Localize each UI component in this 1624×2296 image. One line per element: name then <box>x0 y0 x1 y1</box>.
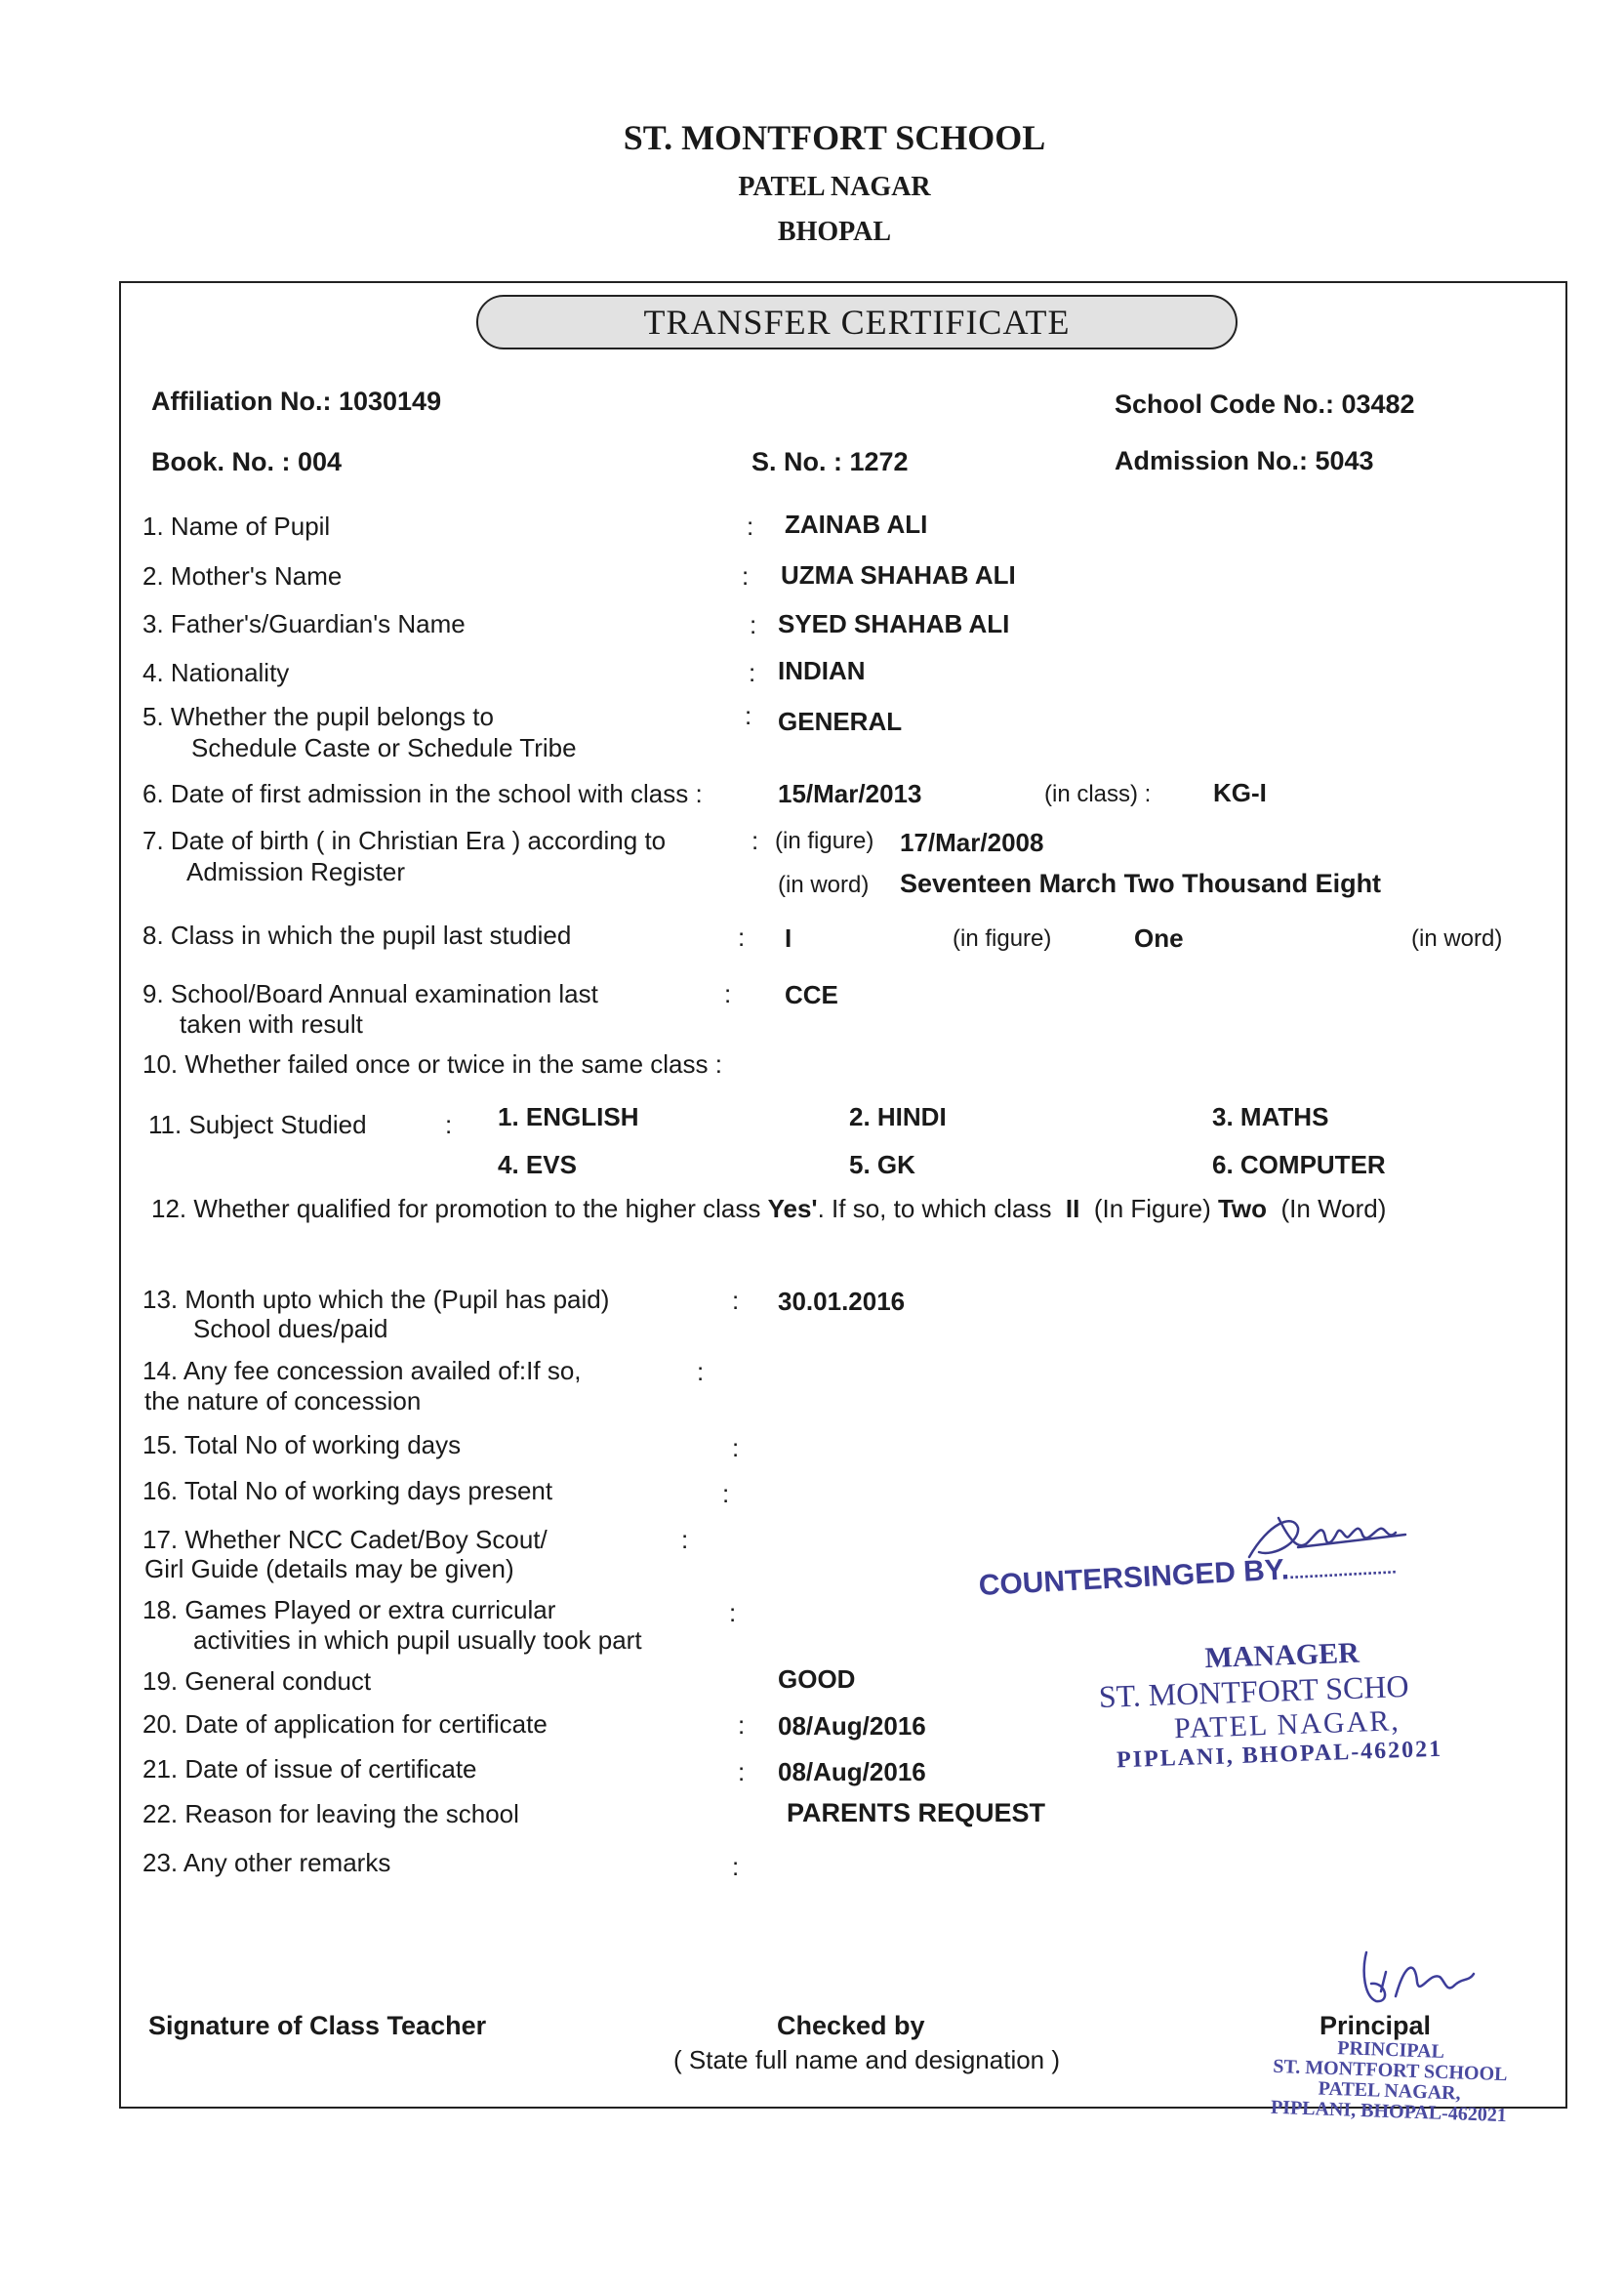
pupil-name: ZAINAB ALI <box>785 510 928 539</box>
manager-school: ST. MONTFORT SCHO <box>1098 1667 1410 1714</box>
school-address-line-2: BHOPAL <box>777 217 892 247</box>
field-15-label: 15. Total No of working days <box>142 1430 462 1459</box>
manager-signature <box>1239 1503 1415 1572</box>
field-colon: : <box>732 1286 740 1315</box>
affiliation-number: Affiliation No.: 1030149 <box>151 387 442 416</box>
field-5-label: 5. Whether the pupil belongs to <box>142 702 494 731</box>
field-20-label: 20. Date of application for certificate <box>142 1709 548 1739</box>
field-colon: : <box>745 701 752 730</box>
general-conduct-value: GOOD <box>778 1664 856 1694</box>
field-colon: : <box>722 1479 730 1508</box>
certificate-title: TRANSFER CERTIFICATE <box>476 295 1238 349</box>
field-colon: : <box>749 658 756 687</box>
checked-by-label: Checked by <box>777 2011 925 2040</box>
field-13-label-cont: School dues/paid <box>193 1314 388 1343</box>
field-colon: : <box>729 1598 737 1627</box>
class-teacher-signature-label: Signature of Class Teacher <box>148 2011 487 2040</box>
in-word-label: (in word) <box>778 872 870 898</box>
manager-stamp <box>1097 1631 1511 1775</box>
subject-3: 3. MATHS <box>1212 1102 1329 1131</box>
field-colon: : <box>738 922 746 952</box>
principal-signature <box>1347 1943 1493 2021</box>
principal-signature-label: Principal <box>1320 2011 1432 2040</box>
field-colon: : <box>751 826 759 855</box>
principal-stamp-line-3: PATEL NAGAR, <box>1318 2077 1461 2105</box>
field-5-label-cont: Schedule Caste or Schedule Tribe <box>191 733 577 762</box>
field-18-label-cont: activities in which pupil usually took part <box>193 1625 642 1655</box>
promotion-class-figure: II <box>1065 1194 1080 1223</box>
field-7-label: 7. Date of birth ( in Christian Era ) according to <box>142 826 667 855</box>
field-colon: : <box>747 512 754 541</box>
school-code-number: School Code No.: 03482 <box>1115 390 1415 419</box>
field-17-label-cont: Girl Guide (details may be given) <box>144 1554 514 1583</box>
subject-4: 4. EVS <box>498 1150 577 1179</box>
countersigned-text: COUNTERSINGED BY. <box>978 1553 1290 1602</box>
in-class-label: (in class) : <box>1044 781 1152 807</box>
dues-paid-upto: 30.01.2016 <box>778 1287 906 1316</box>
field-8-label: 8. Class in which the pupil last studied <box>142 921 572 950</box>
admission-class: KG-I <box>1213 778 1267 807</box>
field-3-label: 3. Father's/Guardian's Name <box>142 609 466 638</box>
subject-5: 5. GK <box>849 1150 915 1179</box>
principal-stamp-line-4: PIPLANI, BHOPAL-462021 <box>1270 2096 1508 2127</box>
exam-result: CCE <box>785 980 838 1009</box>
in-figure-label: (in figure) <box>953 925 1052 952</box>
manager-city: PIPLANI, BHOPAL-462021 <box>1116 1736 1443 1774</box>
field-colon: : <box>445 1110 453 1139</box>
checked-by-note: ( State full name and designation ) <box>673 2045 1061 2074</box>
field-21-label: 21. Date of issue of certificate <box>142 1754 477 1784</box>
field-colon: : <box>732 1433 740 1462</box>
serial-number: S. No. : 1272 <box>751 447 909 476</box>
last-class-word: One <box>1134 923 1184 953</box>
field-10-label: 10. Whether failed once or twice in the same class : <box>142 1049 722 1079</box>
field-22-label: 22. Reason for leaving the school <box>142 1799 519 1828</box>
field-colon: : <box>742 561 750 591</box>
field-7-label-cont: Admission Register <box>186 857 405 886</box>
field-colon: : <box>738 1710 746 1740</box>
school-name: ST. MONTFORT SCHOOL <box>623 118 1046 157</box>
field-14-label: 14. Any fee concession availed of:If so, <box>142 1356 582 1385</box>
field-9-label-cont: taken with result <box>180 1009 363 1039</box>
mother-name: UZMA SHAHAB ALI <box>781 560 1016 590</box>
field-17-label: 17. Whether NCC Cadet/Boy Scout/ <box>142 1525 548 1554</box>
field-1-label: 1. Name of Pupil <box>142 512 331 541</box>
issue-date: 08/Aug/2016 <box>778 1757 926 1786</box>
in-figure-label: (in figure) <box>775 828 874 854</box>
field-13-label: 13. Month upto which the (Pupil has paid) <box>142 1285 610 1314</box>
manager-area: PATEL NAGAR, <box>1173 1704 1401 1745</box>
subject-2: 2. HINDI <box>849 1102 947 1131</box>
book-number: Book. No. : 004 <box>151 447 343 476</box>
field-23-label: 23. Any other remarks <box>142 1848 391 1877</box>
dob-figure: 17/Mar/2008 <box>900 828 1044 857</box>
field-19-label: 19. General conduct <box>142 1666 372 1696</box>
field-colon: : <box>681 1525 689 1554</box>
nationality-value: INDIAN <box>778 656 866 685</box>
field-14-label-cont: the nature of concession <box>144 1386 422 1415</box>
admission-number: Admission No.: 5043 <box>1115 446 1374 475</box>
in-figure-label: (In Figure) <box>1093 1194 1211 1223</box>
category-value: GENERAL <box>778 707 903 736</box>
field-colon: : <box>732 1852 740 1881</box>
principal-stamp-line-1: PRINCIPAL <box>1336 2037 1445 2063</box>
subject-1: 1. ENGLISH <box>498 1102 639 1131</box>
field-6-label: 6. Date of first admission in the school with class : <box>142 779 703 808</box>
father-name: SYED SHAHAB ALI <box>778 609 1010 638</box>
principal-stamp-line-2: ST. MONTFORT SCHOOL <box>1272 2055 1508 2086</box>
promotion-class-word: Two <box>1217 1194 1268 1223</box>
field-2-label: 2. Mother's Name <box>142 561 343 591</box>
in-word-label: (In Word) <box>1280 1194 1387 1223</box>
field-11-label: 11. Subject Studied <box>148 1110 367 1139</box>
field-4-label: 4. Nationality <box>142 658 290 687</box>
promotion-answer: Yes' <box>767 1194 818 1223</box>
field-18-label: 18. Games Played or extra curricular <box>142 1595 556 1624</box>
field-colon: : <box>738 1757 746 1786</box>
field-9-label: 9. School/Board Annual examination last <box>142 979 598 1008</box>
first-admission-date: 15/Mar/2013 <box>778 779 922 808</box>
principal-stamp <box>1233 2034 1548 2127</box>
subject-6: 6. COMPUTER <box>1212 1150 1386 1179</box>
field-12-label: 12. Whether qualified for promotion to the higher class <box>151 1194 761 1223</box>
field-colon: : <box>750 610 757 639</box>
last-class-figure: I <box>785 923 792 953</box>
manager-title: MANAGER <box>1203 1636 1360 1675</box>
school-address-line-1: PATEL NAGAR <box>738 172 931 202</box>
field-colon: : <box>724 979 732 1008</box>
field-16-label: 16. Total No of working days present <box>142 1476 553 1505</box>
dob-word: Seventeen March Two Thousand Eight <box>900 869 1382 898</box>
countersigned-dots: ...................... <box>1288 1557 1398 1583</box>
field-colon: : <box>697 1357 705 1386</box>
application-date: 08/Aug/2016 <box>778 1711 926 1741</box>
field-12-text <box>151 1194 1386 1224</box>
leaving-reason: PARENTS REQUEST <box>787 1798 1046 1827</box>
in-word-label: (in word) <box>1411 925 1503 952</box>
field-12-label-cont: . If so, to which class <box>817 1194 1052 1223</box>
